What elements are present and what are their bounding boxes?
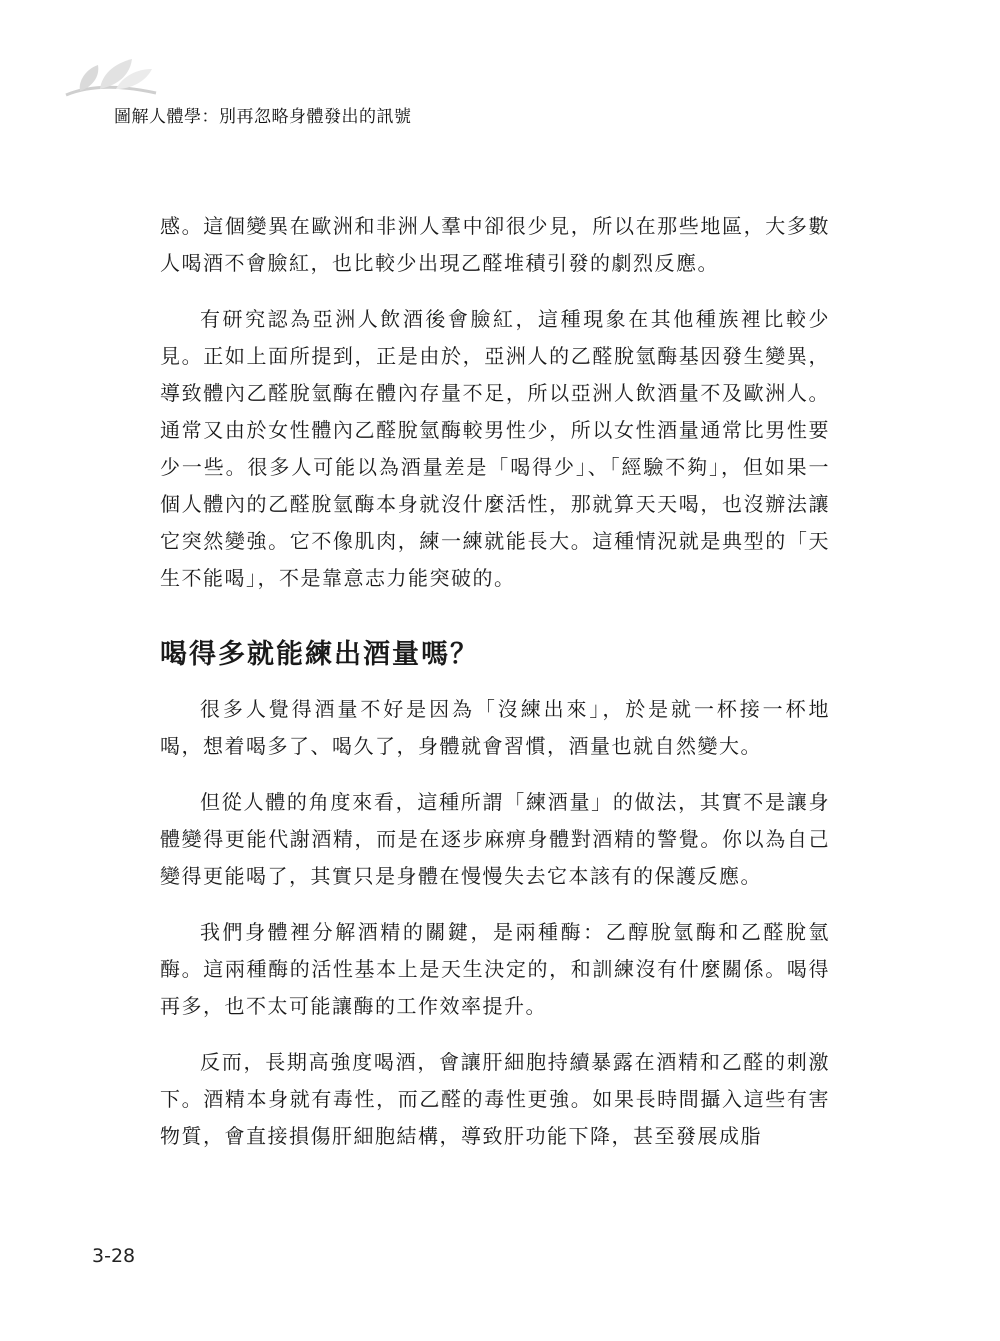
page-number: 3-28 <box>92 1245 136 1267</box>
paragraph-continuation: 感。這個變異在歐洲和非洲人羣中卻很少見，所以在那些地區，大多數人喝酒不會臉紅，也比較少出現乙醛堆積引發的劇烈反應。 <box>160 214 830 275</box>
paragraph: 反而，長期高強度喝酒，會讓肝細胞持續暴露在酒精和乙醛的刺激下。酒精本身就有毒性，而乙醛的毒性更強。如果長時間攝入這些有害物質，會直接損傷肝細胞結構，導致肝功能下降，甚至發展成脂 <box>160 1050 830 1148</box>
paragraph: 有研究認為亞洲人飲酒後會臉紅，這種現象在其他種族裡比較少見。正如上面所提到，正是由於，亞洲人的乙醛脫氫酶基因發生變異，導致體內乙醛脫氫酶在體內存量不足，所以亞洲人飲酒量不及歐洲人。通常又由於女性體內乙醛脫氫酶較男性少，所以女性酒量通常比男性要少一些。很多人可能以為酒量差是「喝得少」、「經驗不夠」，但如果一個人體內的乙醛脫氫酶本身就沒什麼活性，那就算天天喝，也沒辦法讓它突然變強。它不像肌肉，練一練就能長大。這種情況就是典型的「天生不能喝」，不是靠意志力能突破的。 <box>160 307 830 590</box>
paragraph: 我們身體裡分解酒精的關鍵，是兩種酶：乙醇脫氫酶和乙醛脫氫酶。這兩種酶的活性基本上是天生決定的，和訓練沒有什麼關係。喝得再多，也不太可能讓酶的工作效率提升。 <box>160 920 830 1018</box>
page-body <box>160 208 830 1174</box>
paragraph: 但從人體的角度來看，這種所謂「練酒量」的做法，其實不是讓身體變得更能代謝酒精，而是在逐步麻痹身體對酒精的警覺。你以為自己變得更能喝了，其實只是身體在慢慢失去它本該有的保護反應。 <box>160 790 830 888</box>
page-header <box>60 55 480 135</box>
section-heading: 喝得多就能練出酒量嗎？ <box>160 639 479 670</box>
paragraph: 很多人覺得酒量不好是因為「沒練出來」，於是就一杯接一杯地喝，想着喝多了、喝久了，身體就會習慣，酒量也就自然變大。 <box>160 697 830 758</box>
running-title: 圖解人體學：別再忽略身體發出的訊號 <box>114 107 412 127</box>
